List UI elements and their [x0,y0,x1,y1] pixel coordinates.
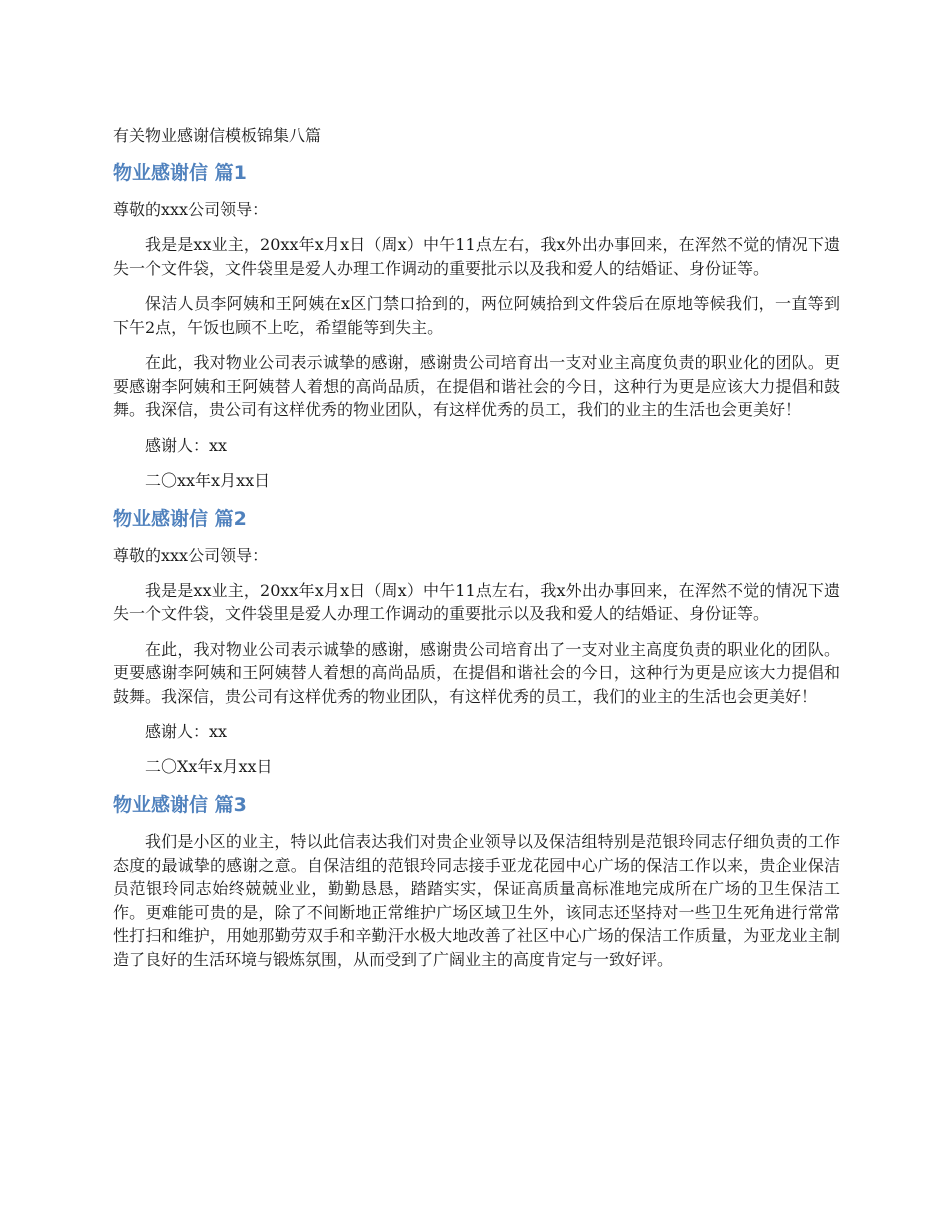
signer: 感谢人：xx [145,722,228,741]
paragraph: 在此，我对物业公司表示诚挚的感谢，感谢贵公司培育出一支对业主高度负责的职业化的团队。更要感谢李阿姨和王阿姨替人着想的高尚品质，在提倡和谐社会的今日，这种行为更是应该大力提倡和鼓舞。我深信，贵公司有这样优秀的物业团队，有这样优秀的员工，我们的业主的生活也会更美好！ [113,353,840,419]
paragraph: 我们是小区的业主，特以此信表达我们对贵企业领导以及保洁组特别是范银玲同志仔细负责的工作态度的最诚挚的感谢之意。自保洁组的范银玲同志接手亚龙花园中心广场的保洁工作以来，贵企业保洁员范银玲同志始终兢兢业业，勤勤恳恳，踏踏实实，保证高质量高标准地完成所在广场的卫生保洁工作。更难能可贵的是，除了不间断地正常维护广场区域卫生外，该同志还坚持对一些卫生死角进行常常性打扫和维护，用她那勤劳双手和辛勤汗水极大地改善了社区中心广场的保洁工作质量，为亚龙业主制造了良好的生活环境与锻炼氛围，从而受到了广阔业主的高度肯定与一致好评。 [113,832,840,969]
paragraph: 我是是xx业主，20xx年x月x日（周x）中午11点左右，我x外出办事回来，在浑然不觉的情况下遗失一个文件袋，文件袋里是爱人办理工作调动的重要批示以及我和爱人的结婚证、身份证等。 [113,580,840,623]
section-2 [113,506,840,779]
section-3 [113,792,840,971]
paragraph: 保洁人员李阿姨和王阿姨在x区门禁口拾到的，两位阿姨拾到文件袋后在原地等候我们，一直等到下午2点，午饭也顾不上吃，希望能等到失主。 [113,294,840,337]
date: 二〇Xx年x月xx日 [145,757,273,776]
section-1 [113,160,840,492]
signer: 感谢人：xx [145,435,228,455]
date: 二〇xx年x月xx日 [145,470,271,490]
salutation: 尊敬的xxx公司领导： [113,200,269,219]
section-heading: 物业感谢信 篇1 [113,162,247,184]
document-title: 有关物业感谢信模板锦集八篇 [113,126,322,145]
section-heading: 物业感谢信 篇3 [113,794,247,816]
paragraph: 我是是xx业主，20xx年x月x日（周x）中午11点左右，我x外出办事回来，在浑然不觉的情况下遗失一个文件袋，文件袋里是爱人办理工作调动的重要批示以及我和爱人的结婚证、身份证等。 [113,235,840,278]
section-heading: 物业感谢信 篇2 [113,507,247,530]
paragraph: 在此，我对物业公司表示诚挚的感谢，感谢贵公司培育出了一支对业主高度负责的职业化的团队。更要感谢李阿姨和王阿姨替人着想的高尚品质，在提倡和谐社会的今日，这种行为更是应该大力提倡和鼓舞。我深信，贵公司有这样优秀的物业团队，有这样优秀的员工，我们的业主的生活也会更美好！ [113,639,840,706]
document-page [113,124,840,983]
salutation: 尊敬的xxx公司领导： [113,545,269,565]
